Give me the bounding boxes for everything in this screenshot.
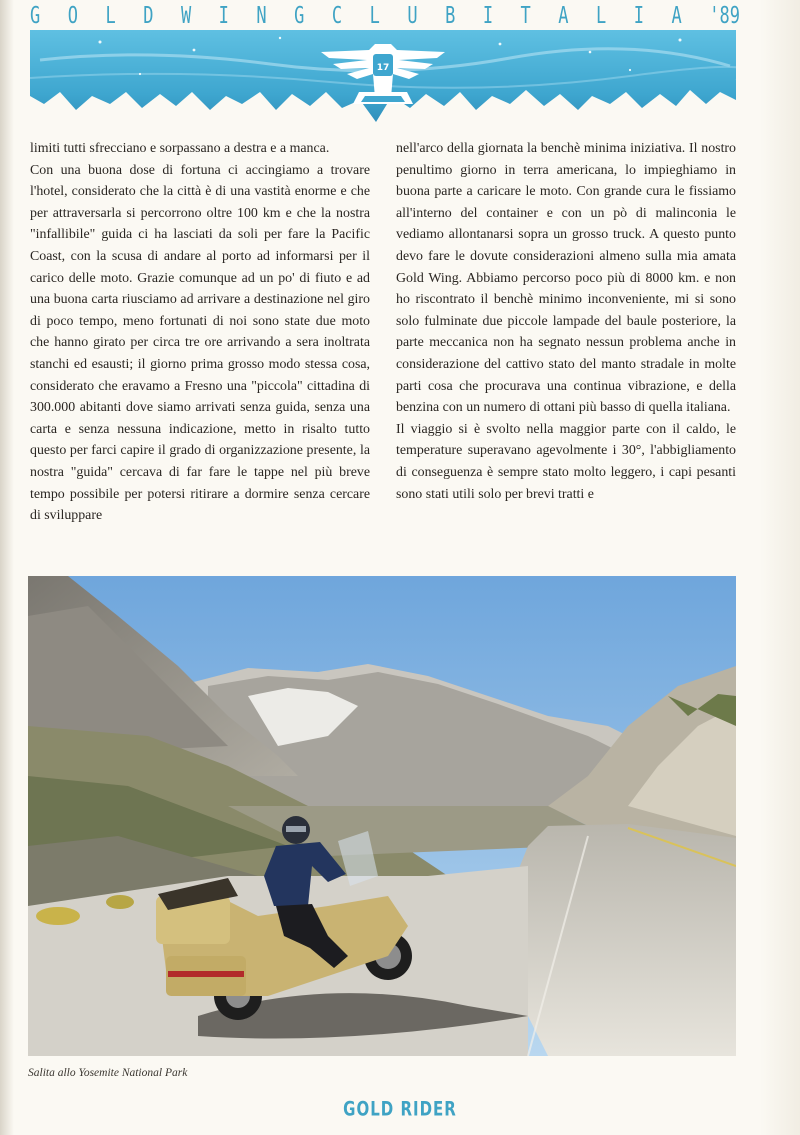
article-photo xyxy=(28,576,736,1056)
header-title xyxy=(30,4,740,28)
header-banner xyxy=(30,30,736,128)
header-title-letter: D xyxy=(143,2,154,30)
header-title-letter: L xyxy=(369,2,380,30)
header-title-letter: I xyxy=(218,2,229,30)
paragraph: limiti tutti sfrecciano e sorpassano a destra e a manca. xyxy=(30,141,330,156)
svg-text:17: 17 xyxy=(376,63,390,73)
header-title-letter: I xyxy=(633,2,644,30)
paragraph: Con una buona dose di fortuna ci accingiamo a trovare l'hotel, considerato che la città è di una vastità enorme e che per attraversarla si percorrono oltre 100 km e che la nostra "infallibile" guida ci ha lasciati da soli per fare la Pacific Coast, con la scusa di andare al porto ad informarsi per il carico delle moto. Grazie comunque ad un po' di fiuto e ad una buona carta riusciamo ad arrivare a destinazione nel giro di poco tempo, meno fortunati di noi sono state due moto che hanno girato per circa tre ore arrivando a sera inoltrata stanchi ed esausti; il giorno prima grosso modo stessa cosa, considerato che eravamo a Fresno una "piccola" cittadina di 300.000 abitanti dove siamo arrivati senza guida, senza una carta e senza nessuna indicazione, metto in risalto tutto questo per farci capire il grado di organizzazione presente, la nostra "guida" cercava di far fare le tappe nel più breve tempo possibile per potersi ritirare a dormire senza cercare di sviluppare xyxy=(30,162,370,524)
header-title-letter: A xyxy=(558,2,569,30)
footer-logo xyxy=(300,1097,500,1121)
photo-caption: Salita allo Yosemite National Park xyxy=(28,1067,188,1079)
header-title-letter: L xyxy=(596,2,607,30)
header-title-letter: G xyxy=(30,2,41,30)
header-title-letter: G xyxy=(294,2,305,30)
header-title-letter: '89 xyxy=(709,2,740,30)
header-title-letter: B xyxy=(445,2,456,30)
footer-logo-text: GOLD RIDER xyxy=(343,1097,457,1121)
paragraph: Il viaggio si è svolto nella maggior parte con il caldo, le temperature superavano agevolmente i 30°, l'abbigliamento di conseguenza è sempre stato molto leggero, i capi pesanti sono stati utili solo per brevi tratti e xyxy=(396,421,736,502)
column-left xyxy=(30,138,370,558)
paragraph: nell'arco della giornata la benchè minima iniziativa. Il nostro penultimo giorno in terra americana, lo impieghiamo in buona parte a caricare le moto. Con grande cura le fissiamo all'interno del container e con un pò di malinconia le vediamo allontanarsi sopra un grosso truck. A questo punto devo fare le dovute considerazioni almeno sulla mia amata Gold Wing. Abbiamo percorso poco più di 8000 km. e non ho riscontrato il benchè minimo inconveniente, mi si sono solo fulminate due piccole lampade del baule posteriore, la parte meccanica non ha segnato nessun problema anche in considerazione del cattivo stato del manto stradale in molte parti cosa che procurava una continua vibrazione, e della benzina con un numero di ottani più basso di quella italiana. xyxy=(396,141,736,416)
article-body xyxy=(30,138,736,558)
header-title-letter: I xyxy=(482,2,494,30)
banner-graphic xyxy=(30,30,736,128)
page-edge xyxy=(760,0,800,1135)
header-title-letter: N xyxy=(256,2,267,30)
page-gutter-shadow xyxy=(0,0,14,1135)
column-right xyxy=(396,138,736,558)
motorcyclist-mountain-road-image xyxy=(28,576,736,1056)
header-title-letter: A xyxy=(671,2,682,30)
header-title-letter: C xyxy=(331,2,343,30)
header-title-letter: O xyxy=(67,2,78,30)
header-title-letter: U xyxy=(407,2,418,30)
header-title-letter: W xyxy=(180,2,192,30)
header-title-letter: L xyxy=(105,2,116,30)
header-title-letter: T xyxy=(520,2,531,30)
